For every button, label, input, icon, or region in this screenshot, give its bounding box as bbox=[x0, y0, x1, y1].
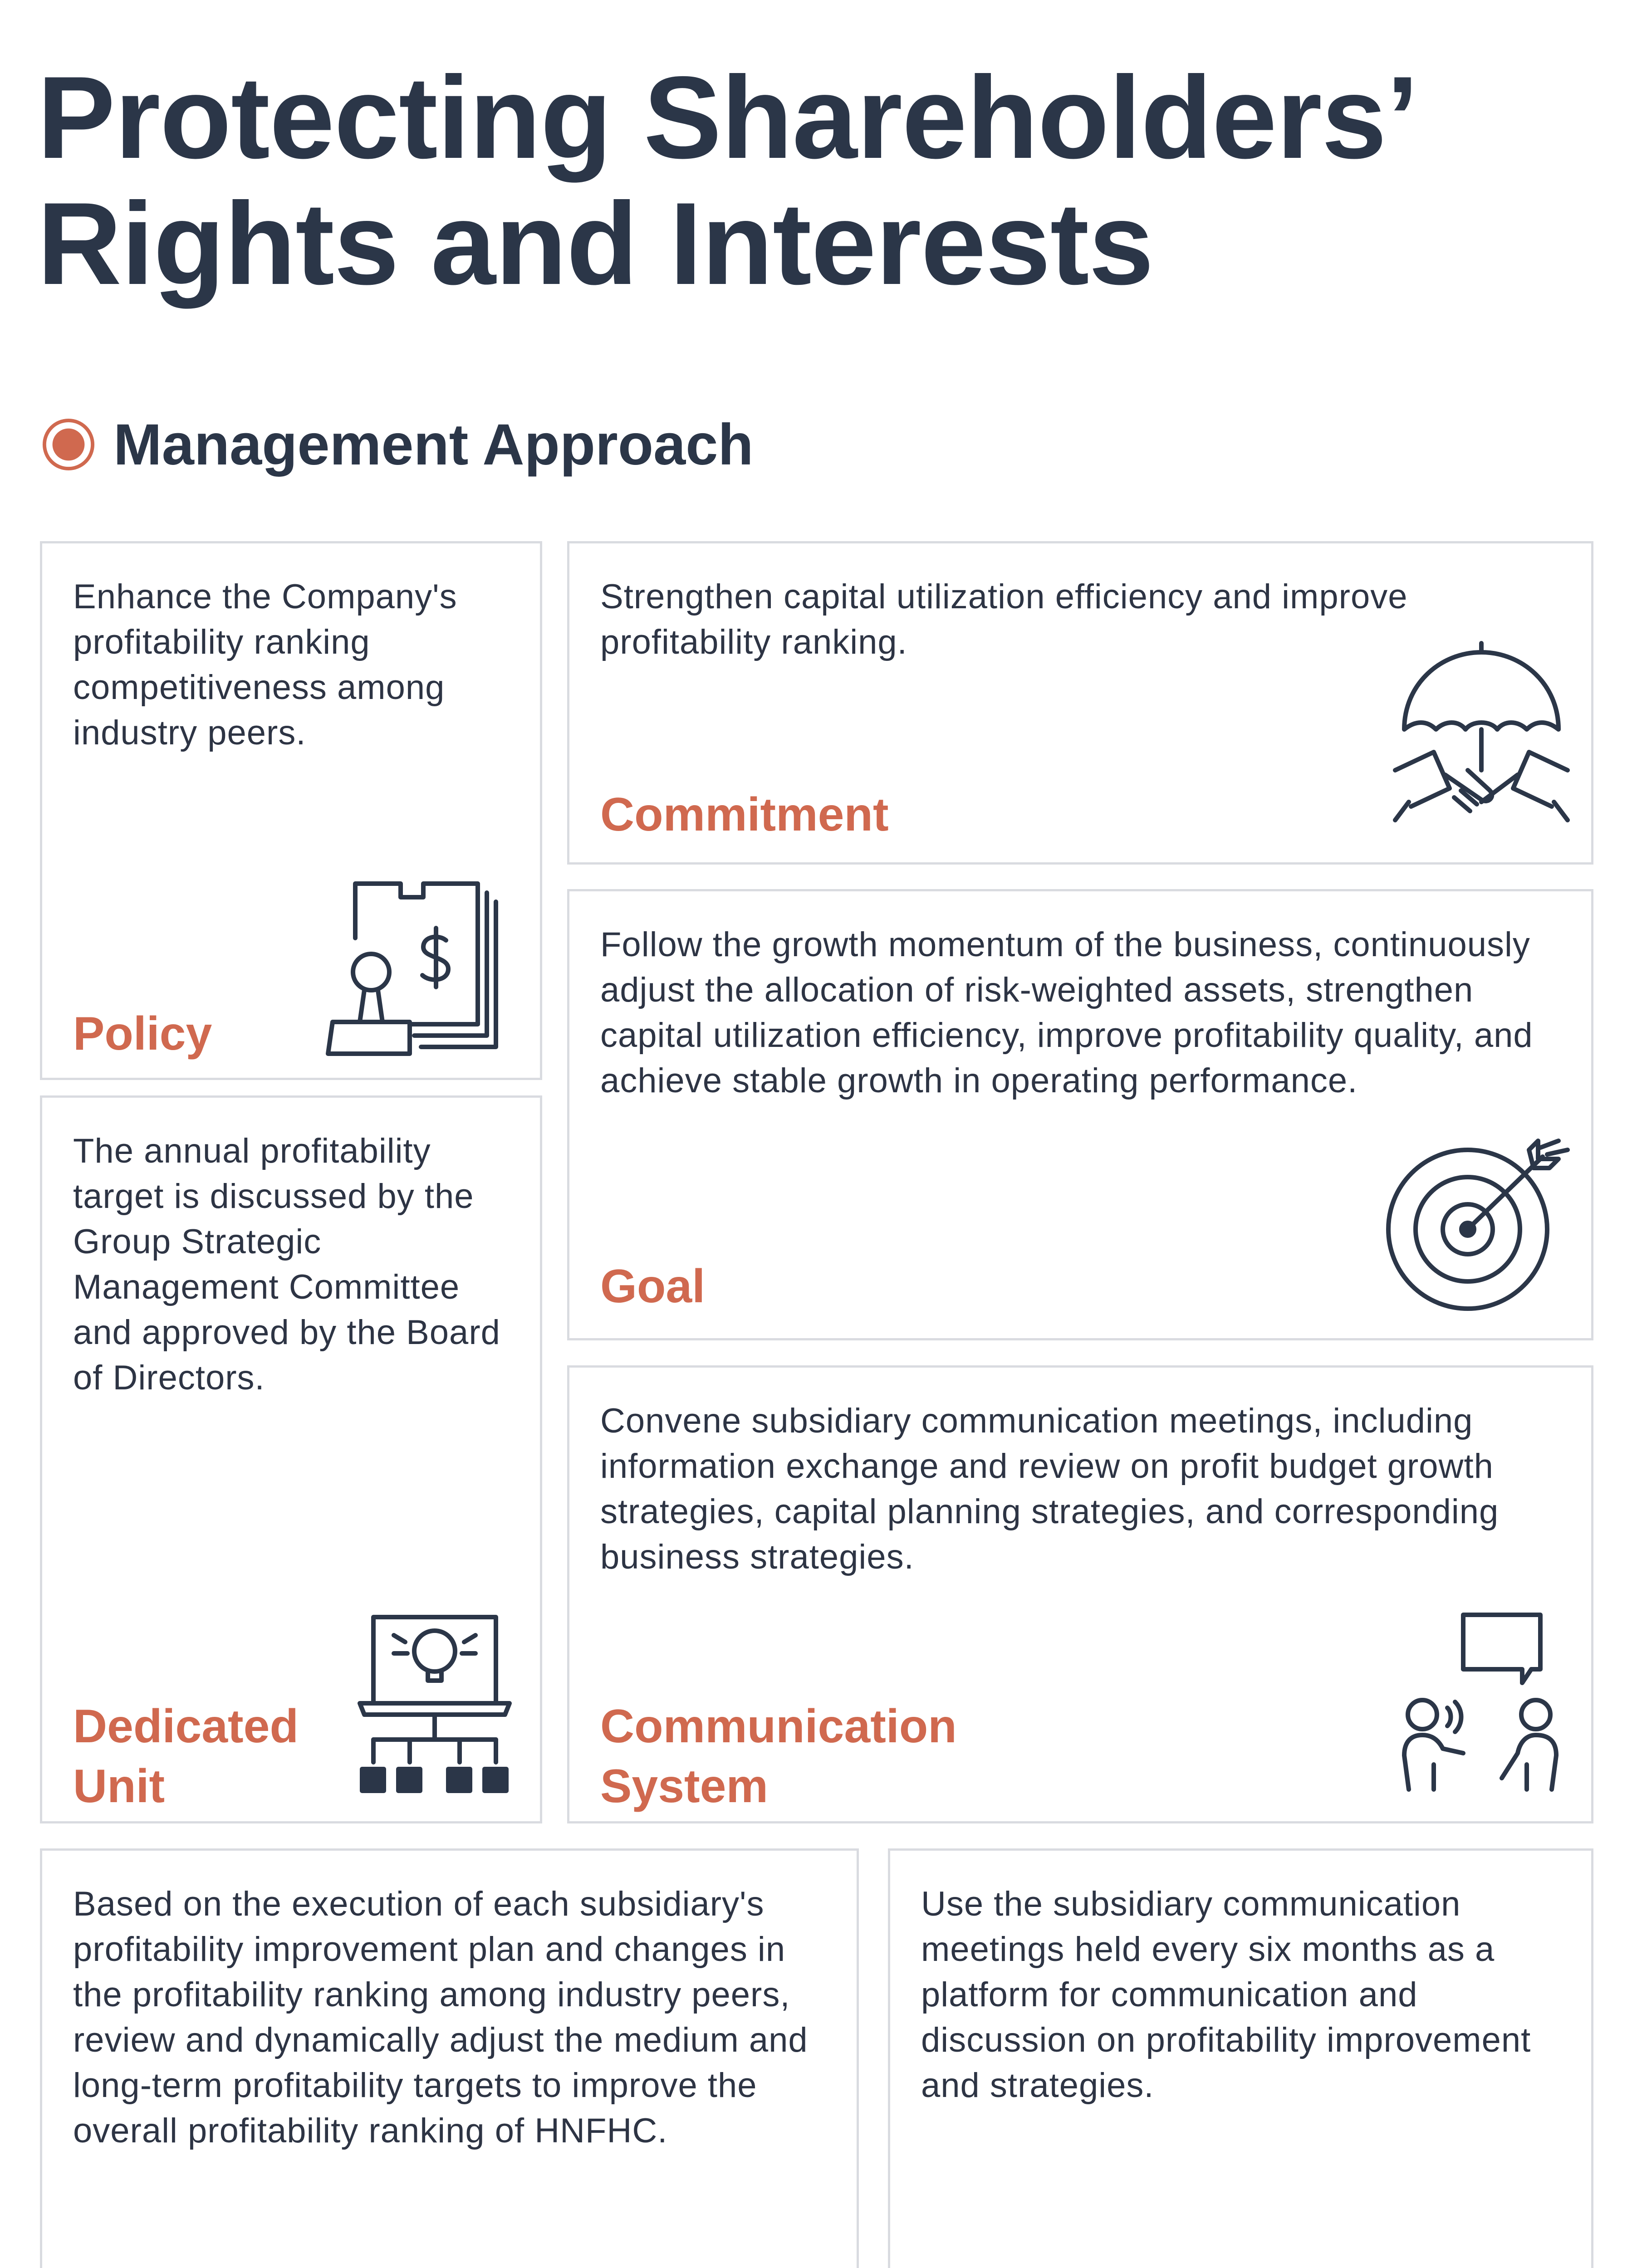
section-header bbox=[42, 406, 754, 483]
communication-system-label-line2: System bbox=[600, 1760, 768, 1813]
goal-label: Goal bbox=[600, 1260, 706, 1313]
page-title-line1: Protecting Shareholders’ bbox=[37, 52, 1419, 183]
section-title: Management Approach bbox=[113, 412, 754, 477]
policy-label: Policy bbox=[73, 1007, 212, 1060]
concrete-actions-card bbox=[40, 1848, 859, 2268]
lightbulb-network-icon bbox=[355, 1613, 514, 1803]
concrete-actions-text: Based on the execution of each subsidiary's profitability improvement plan and changes in the profitability ranking among industry peers, review and dynamically adjust the medium and long-term profitability targets to improve the overall profitability ranking of HNFHC. bbox=[73, 1885, 808, 2150]
dedicated-unit-text: The annual profitability target is discussed by the Group Strategic Management Committee and approved by the Board of Directors. bbox=[73, 1132, 500, 1397]
policy-text: Enhance the Company's profitability ranking competitiveness among industry peers. bbox=[73, 577, 457, 752]
dedicated-unit-label-line1: Dedicated bbox=[73, 1700, 299, 1753]
page-title-line2: Rights and Interests bbox=[37, 178, 1154, 309]
communication-system-label-line1: Communication bbox=[600, 1700, 957, 1753]
bullet-target-icon bbox=[42, 418, 95, 471]
self-evaluation-text: Use the subsidiary communication meetings held every six months as a platform for communication and discussion on profitability improvement and strategies. bbox=[921, 1885, 1531, 2105]
self-evaluation-card bbox=[888, 1848, 1593, 2268]
dedicated-unit-card bbox=[40, 1095, 542, 1823]
page-title bbox=[37, 54, 1534, 307]
policy-card bbox=[40, 541, 542, 1080]
dedicated-unit-label bbox=[73, 1696, 299, 1816]
commitment-label: Commitment bbox=[600, 788, 889, 841]
goal-text: Follow the growth momentum of the business, continuously adjust the allocation of risk-weighted assets, strengthen capital utilization efficiency, improve profitability quality, and achieve stable growth in operating performance. bbox=[600, 925, 1533, 1100]
commitment-card bbox=[567, 541, 1593, 865]
communication-system-text: Convene subsidiary communication meetings, including information exchange and review on profit budget growth strategies, capital planning strategies, and corresponding business strategies. bbox=[600, 1402, 1499, 1576]
commitment-text: Strengthen capital utilization efficiency and improve profitability ranking. bbox=[600, 577, 1408, 661]
umbrella-handshake-icon bbox=[1391, 639, 1572, 834]
dedicated-unit-label-line2: Unit bbox=[73, 1760, 165, 1813]
communication-system-card bbox=[567, 1365, 1593, 1823]
target-arrow-icon bbox=[1379, 1132, 1574, 1313]
goal-card bbox=[567, 889, 1593, 1340]
communication-system-label bbox=[600, 1696, 957, 1816]
dollar-document-stamp-icon bbox=[323, 879, 514, 1061]
people-conversation-icon bbox=[1400, 1610, 1563, 1801]
